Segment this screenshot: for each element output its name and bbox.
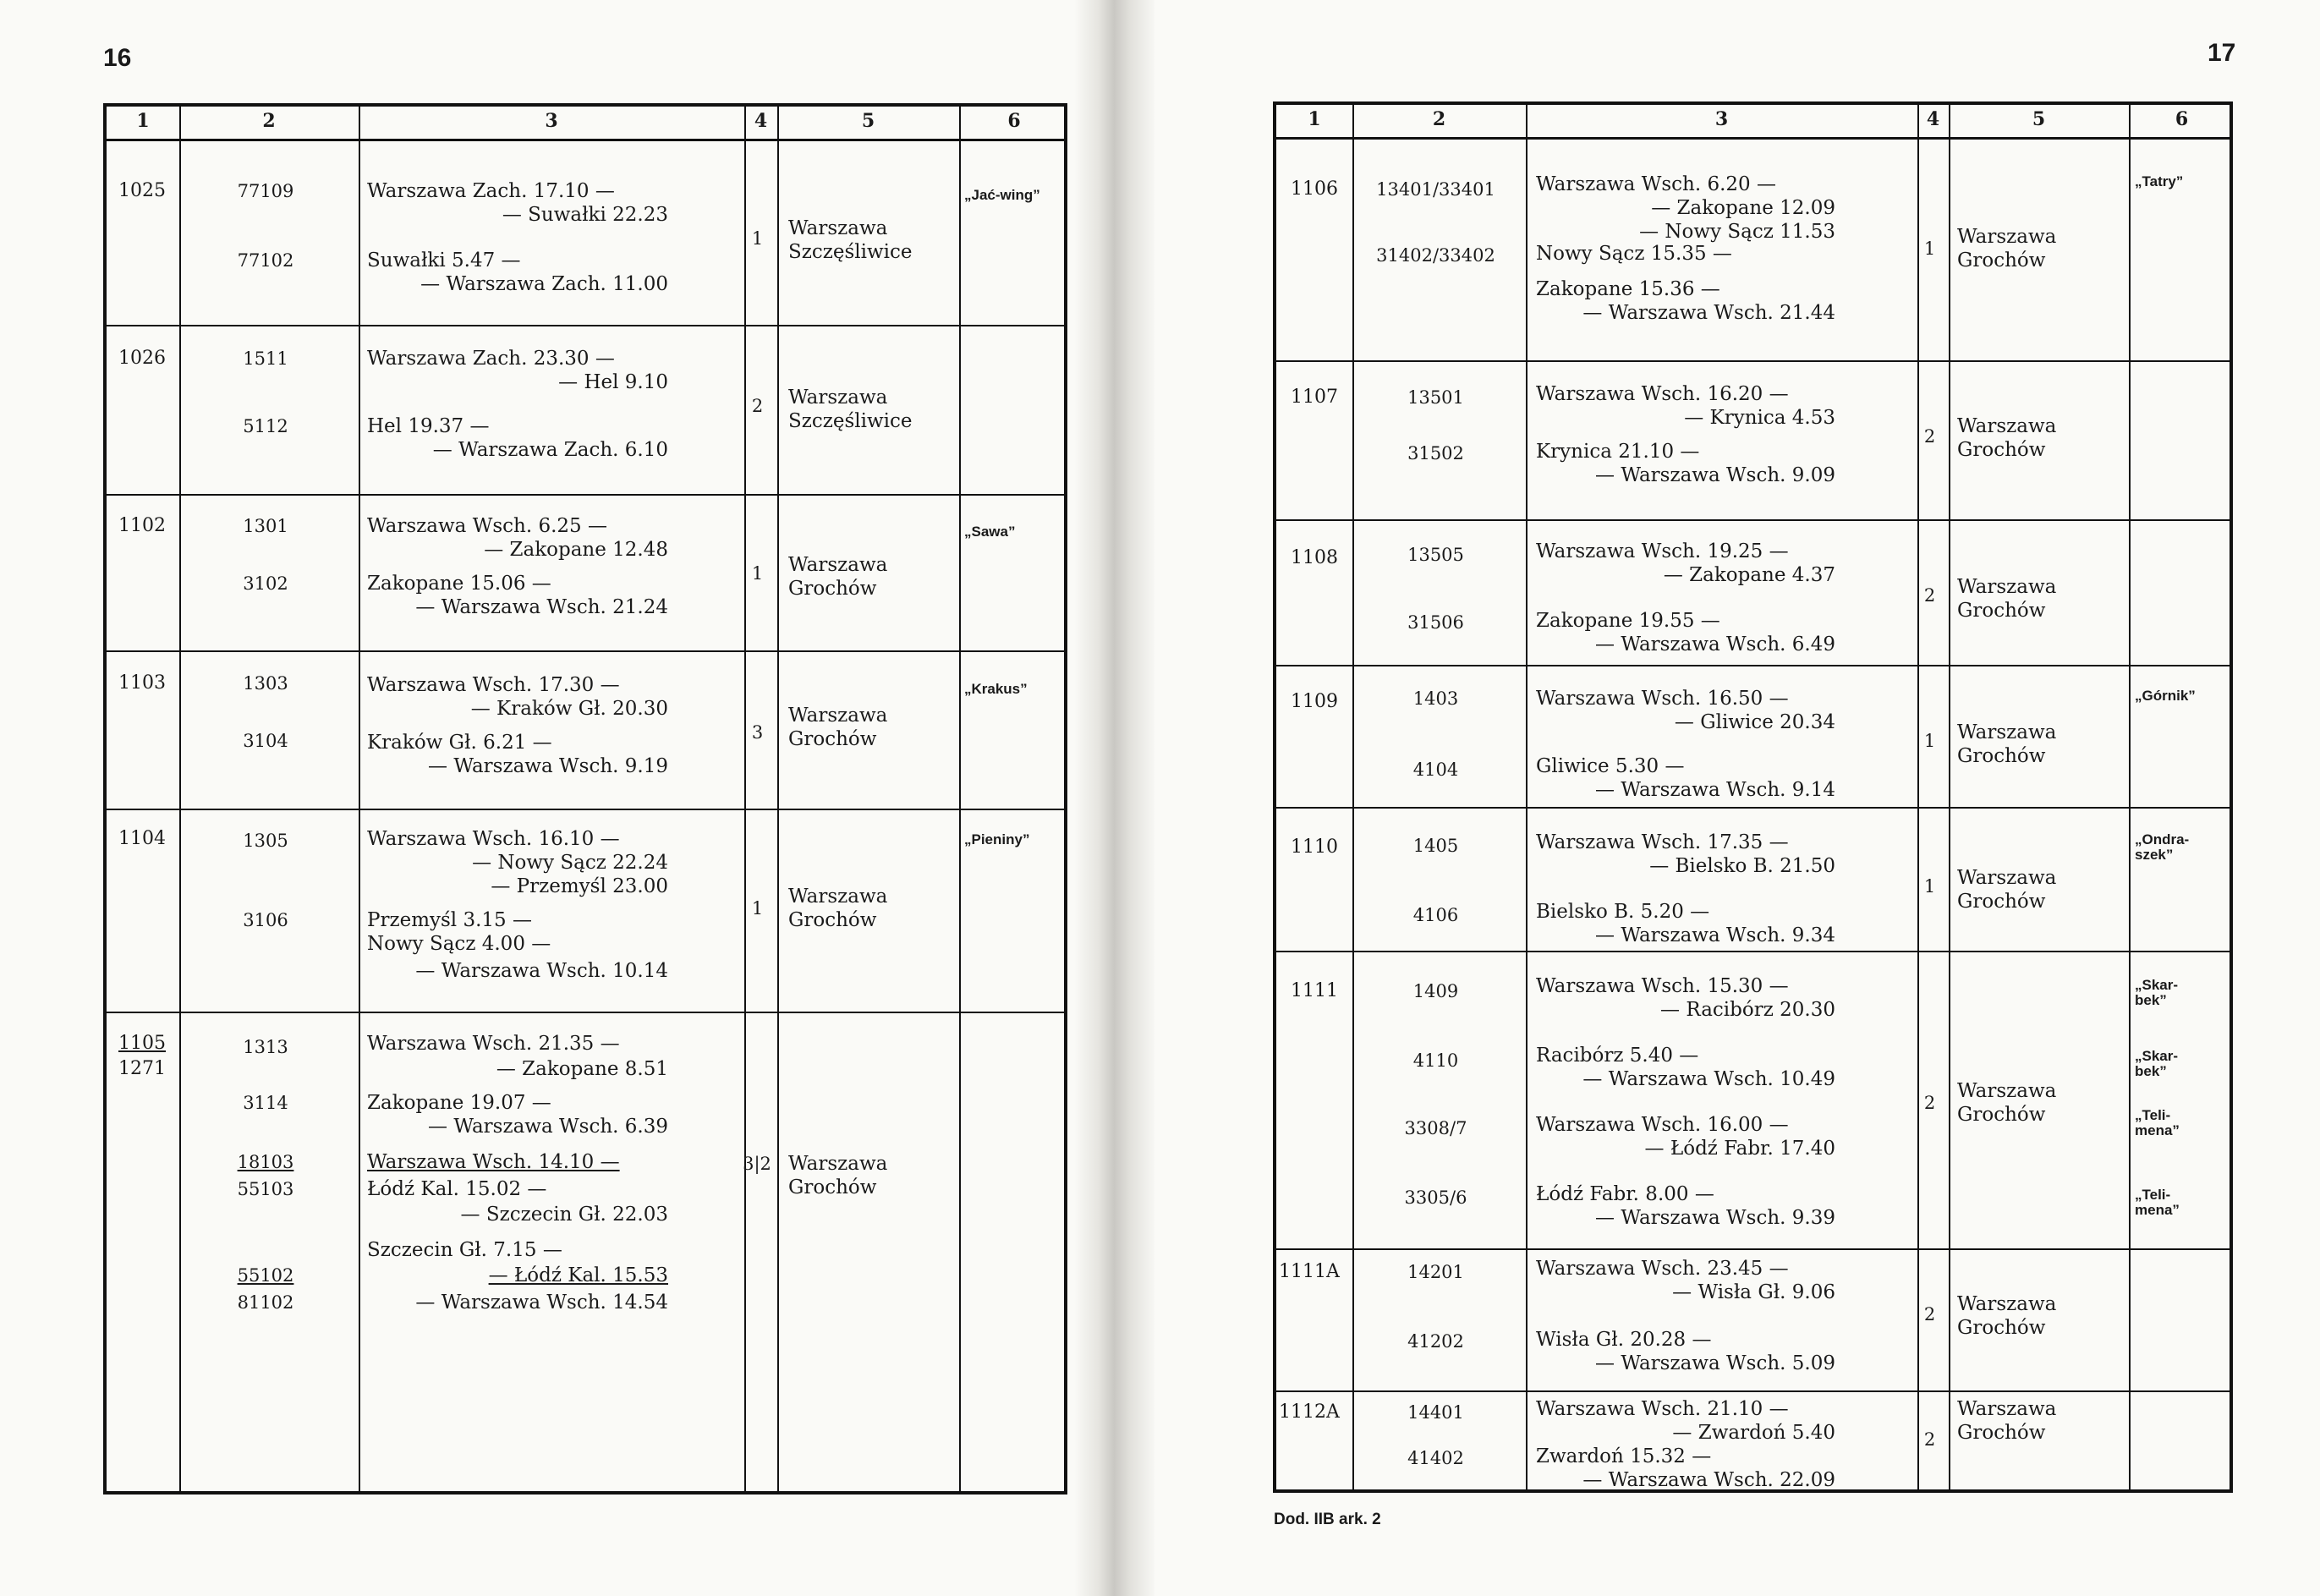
train-number: 41202 (1407, 1331, 1464, 1352)
depot-line: Grochów (1957, 600, 2046, 622)
depot-line: Grochów (1957, 745, 2046, 767)
train-name: „Teli-mena” (2135, 1107, 2180, 1138)
depot-line: Warszawa (788, 705, 888, 727)
train-number: 5112 (243, 416, 288, 436)
depot-line: Grochów (1957, 250, 2046, 271)
route-line: Warszawa Wsch. 16.10 — (367, 828, 620, 850)
route-line: Warszawa Wsch. 17.35 — (1536, 831, 1789, 853)
train-number: 1301 (243, 516, 288, 536)
route-line: Zwardoń 15.32 — (1536, 1445, 1712, 1467)
route-line: Bielsko B. 5.20 — (1536, 901, 1710, 923)
train-number: 55102 (237, 1265, 294, 1286)
sheet-footer: Dod. IIB ark. 2 (1274, 1511, 1381, 1528)
route-line: — Zakopane 12.09 (1651, 197, 1835, 219)
route-line: Nowy Sącz 15.35 — (1536, 243, 1732, 265)
route-line: Warszawa Wsch. 14.10 — (367, 1151, 620, 1173)
route-line: Warszawa Wsch. 6.20 — (1536, 173, 1776, 195)
unit-count: 2 (1923, 1093, 1936, 1113)
train-set-number: 1108 (1291, 547, 1338, 568)
header-col-2: 2 (262, 110, 276, 132)
unit-count: 2 (1923, 426, 1936, 447)
route-line: Warszawa Wsch. 19.25 — (1536, 540, 1789, 562)
train-set-number: 1111 (1291, 980, 1338, 1001)
route-line: — Łódź Fabr. 17.40 (1644, 1138, 1835, 1160)
book-gutter (1074, 0, 1155, 1596)
unit-count: 1 (751, 563, 764, 584)
route-line: — Hel 9.10 (558, 371, 668, 393)
route-line: — Łódź Kal. 15.53 (488, 1264, 668, 1286)
unit-count: 1 (1923, 239, 1936, 259)
depot-line: Warszawa (788, 217, 888, 239)
train-number: 1409 (1412, 981, 1459, 1001)
train-number: 3308/7 (1404, 1118, 1467, 1138)
train-number: 3114 (243, 1093, 288, 1113)
unit-count: 2 (751, 396, 764, 416)
unit-count: 2 (1923, 1304, 1936, 1325)
route-line: — Warszawa Wsch. 9.14 (1595, 779, 1835, 801)
header-col-2: 2 (1432, 108, 1446, 130)
depot-line: Warszawa (788, 387, 888, 409)
train-number: 1303 (243, 673, 288, 694)
train-set-number: 1109 (1291, 691, 1338, 712)
train-set-number: 1111A (1279, 1261, 1340, 1282)
train-set-number: 1104 (118, 828, 166, 849)
unit-count: 3|2 (743, 1154, 771, 1174)
header-col-1: 1 (1308, 108, 1321, 130)
train-number: 13401/33401 (1376, 179, 1495, 200)
route-line: Przemyśl 3.15 — (367, 909, 532, 931)
depot-line: Grochów (1957, 1104, 2046, 1126)
route-line: — Nowy Sącz 11.53 (1639, 221, 1835, 243)
route-line: Łódź Kal. 15.02 — (367, 1178, 547, 1200)
depot-line: Grochów (788, 728, 877, 750)
route-line: Warszawa Wsch. 6.25 — (367, 515, 607, 537)
train-number: 3305/6 (1404, 1187, 1467, 1208)
route-line: — Bielsko B. 21.50 (1649, 855, 1835, 877)
route-line: — Kraków Gł. 20.30 (470, 698, 668, 720)
route-line: — Zakopane 4.37 (1663, 564, 1835, 586)
depot-line: Warszawa (788, 1153, 888, 1175)
route-line: Nowy Sącz 4.00 — (367, 933, 551, 955)
route-line: — Racibórz 20.30 (1660, 999, 1835, 1021)
route-line: — Przemyśl 23.00 (491, 875, 668, 897)
route-line: Warszawa Wsch. 16.20 — (1536, 383, 1789, 405)
route-line: — Warszawa Wsch. 6.39 (428, 1116, 668, 1138)
train-set-number: 1026 (118, 348, 166, 369)
train-set-number: 1107 (1291, 387, 1338, 408)
route-line: Warszawa Zach. 23.30 — (367, 348, 615, 370)
route-line: Zakopane 15.06 — (367, 573, 551, 595)
route-line: — Warszawa Wsch. 21.44 (1582, 302, 1835, 324)
depot-line: Grochów (1957, 1422, 2046, 1444)
header-col-1: 1 (136, 110, 150, 132)
train-name: „Krakus” (964, 681, 1028, 697)
route-line: Zakopane 19.55 — (1536, 610, 1720, 632)
train-number: 13505 (1407, 545, 1464, 565)
route-line: Suwałki 5.47 — (367, 250, 521, 271)
route-line: Warszawa Wsch. 16.50 — (1536, 688, 1789, 710)
train-name: „Ondra-szek” (2135, 831, 2190, 863)
train-number: 41402 (1407, 1448, 1464, 1468)
route-line: Szczecin Gł. 7.15 — (367, 1239, 562, 1261)
route-line: — Warszawa Wsch. 22.09 (1582, 1469, 1835, 1491)
unit-count: 1 (1923, 731, 1936, 751)
train-set-number: 1110 (1291, 836, 1338, 858)
route-line: — Warszawa Zach. 11.00 (420, 273, 668, 295)
train-number: 13501 (1407, 387, 1464, 408)
depot-line: Warszawa (1957, 226, 2057, 248)
unit-count: 2 (1923, 1429, 1936, 1450)
train-name: „Sawa” (964, 524, 1016, 540)
route-line: — Warszawa Wsch. 14.54 (415, 1292, 668, 1314)
route-line: Gliwice 5.30 — (1536, 755, 1685, 777)
train-number: 77109 (237, 181, 294, 201)
train-name: „Jać-wing” (964, 187, 1040, 203)
train-number: 1403 (1412, 688, 1459, 709)
route-line: — Warszawa Wsch. 21.24 (415, 596, 668, 618)
train-set-number: 1102 (118, 515, 166, 536)
depot-line: Warszawa (1957, 721, 2057, 743)
train-number: 1305 (243, 831, 288, 851)
depot-line: Warszawa (1957, 576, 2057, 598)
train-name: „Teli-mena” (2135, 1187, 2180, 1218)
train-set-number: 1025 (118, 180, 166, 201)
train-name: „Górnik” (2135, 688, 2196, 704)
header-col-5: 5 (861, 110, 875, 132)
route-line: Hel 19.37 — (367, 415, 490, 437)
route-line: Warszawa Zach. 17.10 — (367, 180, 615, 202)
route-line: — Zwardoń 5.40 (1672, 1422, 1835, 1444)
route-line: Zakopane 15.36 — (1536, 278, 1720, 300)
train-number: 1405 (1412, 836, 1459, 856)
train-number: 31402/33402 (1376, 245, 1495, 266)
train-number: 31502 (1407, 443, 1464, 463)
train-set-number: 1271 (118, 1058, 166, 1079)
train-number: 3106 (243, 910, 288, 930)
depot-line: Warszawa (788, 554, 888, 576)
route-line: — Gliwice 20.34 (1674, 711, 1835, 733)
route-line: Łódź Fabr. 8.00 — (1536, 1183, 1714, 1205)
header-col-3: 3 (545, 110, 558, 132)
depot-line: Warszawa (1957, 415, 2057, 437)
depot-line: Szczęśliwice (788, 410, 913, 432)
train-number: 4106 (1412, 905, 1459, 925)
train-name: „Skar-bek” (2135, 977, 2179, 1008)
route-line: — Krynica 4.53 (1684, 407, 1835, 429)
route-line: — Zakopane 12.48 (484, 539, 668, 561)
route-line: — Suwałki 22.23 (502, 204, 668, 226)
route-line: — Warszawa Wsch. 9.09 (1595, 464, 1835, 486)
train-number: 3104 (243, 731, 288, 751)
depot-line: Grochów (788, 1176, 877, 1198)
depot-line: Grochów (1957, 891, 2046, 913)
route-line: Kraków Gł. 6.21 — (367, 732, 552, 754)
route-line: Zakopane 19.07 — (367, 1092, 551, 1114)
depot-line: Grochów (788, 578, 877, 600)
route-line: Warszawa Wsch. 23.45 — (1536, 1258, 1789, 1280)
depot-line: Warszawa (1957, 1398, 2057, 1420)
unit-count: 1 (751, 228, 764, 249)
route-line: — Warszawa Zach. 6.10 (432, 439, 668, 461)
route-line: — Warszawa Wsch. 9.19 (428, 755, 668, 777)
route-line: Krynica 21.10 — (1536, 441, 1700, 463)
route-line: Racibórz 5.40 — (1536, 1045, 1699, 1067)
unit-count: 2 (1923, 585, 1936, 606)
train-name: „Skar-bek” (2135, 1048, 2179, 1079)
train-number: 4104 (1412, 760, 1459, 780)
page-number-right: 17 (2208, 39, 2236, 67)
train-set-number: 1105 (118, 1033, 166, 1054)
header-col-6: 6 (1007, 110, 1021, 132)
header-col-5: 5 (2032, 108, 2046, 130)
route-line: — Zakopane 8.51 (496, 1058, 668, 1080)
train-number: 4110 (1412, 1050, 1459, 1071)
depot-line: Warszawa (1957, 867, 2057, 889)
unit-count: 3 (751, 722, 764, 743)
header-col-4: 4 (1926, 108, 1940, 130)
train-name: „Pieniny” (964, 831, 1030, 847)
header-col-6: 6 (2175, 108, 2189, 130)
depot-line: Warszawa (1957, 1080, 2057, 1102)
route-line: Wisła Gł. 20.28 — (1536, 1329, 1712, 1351)
train-number: 1313 (243, 1037, 288, 1057)
depot-line: Warszawa (1957, 1293, 2057, 1315)
route-line: — Warszawa Wsch. 9.39 (1595, 1207, 1835, 1229)
route-line: — Warszawa Wsch. 10.49 (1582, 1068, 1835, 1090)
route-line: — Nowy Sącz 22.24 (472, 852, 668, 874)
train-set-number: 1112A (1279, 1401, 1340, 1423)
page-number-left: 16 (103, 44, 132, 72)
route-line: — Warszawa Wsch. 9.34 (1595, 924, 1835, 946)
route-line: Warszawa Wsch. 15.30 — (1536, 975, 1789, 997)
unit-count: 1 (751, 898, 764, 919)
train-number: 14201 (1407, 1262, 1464, 1282)
train-set-number: 1106 (1291, 178, 1338, 200)
route-line: Warszawa Wsch. 17.30 — (367, 674, 620, 696)
train-set-number: 1103 (118, 672, 166, 694)
train-name: „Tatry” (2135, 173, 2184, 189)
unit-count: 1 (1923, 876, 1936, 897)
header-col-3: 3 (1714, 108, 1729, 130)
depot-line: Szczęśliwice (788, 241, 913, 263)
train-number: 31506 (1407, 612, 1464, 633)
route-line: — Wisła Gł. 9.06 (1672, 1281, 1835, 1303)
train-number: 3102 (243, 573, 288, 594)
route-line: — Warszawa Wsch. 6.49 (1595, 633, 1835, 655)
header-col-4: 4 (754, 110, 768, 132)
train-number: 55103 (237, 1179, 294, 1199)
depot-line: Grochów (788, 909, 877, 931)
train-number: 81102 (237, 1292, 294, 1313)
train-number: 77102 (237, 250, 294, 271)
route-line: Warszawa Wsch. 21.35 — (367, 1033, 620, 1055)
depot-line: Grochów (1957, 439, 2046, 461)
depot-line: Grochów (1957, 1317, 2046, 1339)
route-line: — Warszawa Wsch. 10.14 (415, 960, 668, 982)
route-line: — Szczecin Gł. 22.03 (460, 1204, 668, 1226)
depot-line: Warszawa (788, 886, 888, 908)
train-number: 14401 (1407, 1402, 1464, 1423)
train-number: 1511 (243, 348, 288, 369)
route-line: Warszawa Wsch. 16.00 — (1536, 1114, 1789, 1136)
route-line: — Warszawa Wsch. 5.09 (1595, 1352, 1835, 1374)
train-number: 18103 (237, 1152, 294, 1172)
route-line: Warszawa Wsch. 21.10 — (1536, 1398, 1789, 1420)
